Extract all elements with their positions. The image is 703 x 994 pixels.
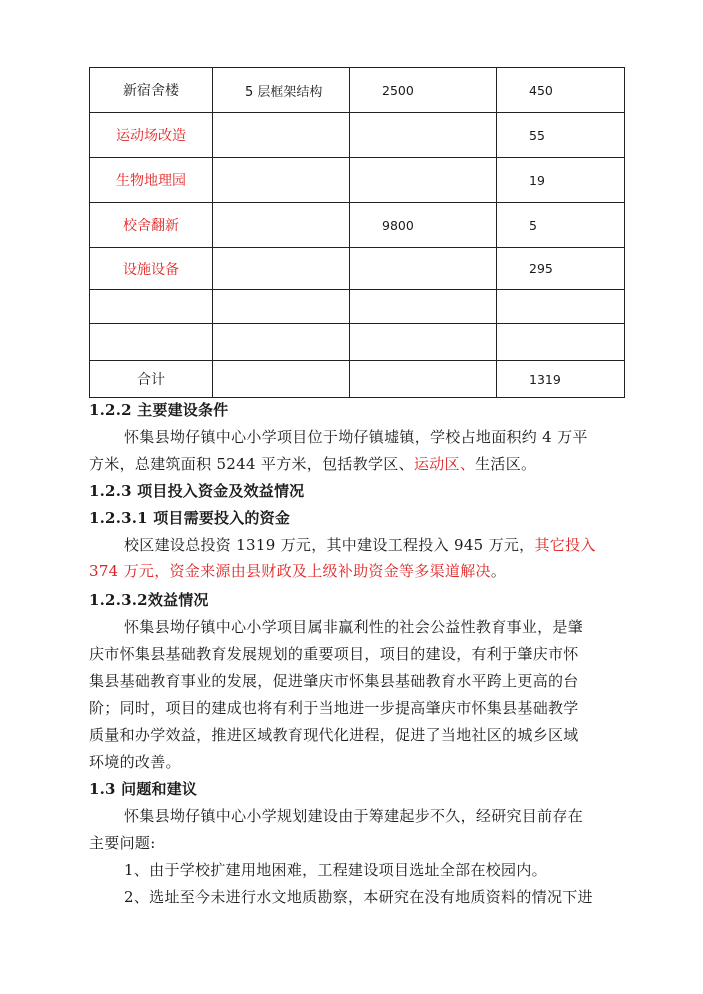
- section-heading-1-3: 1.3 问题和建议: [89, 780, 198, 798]
- paragraph-line: [89, 453, 629, 475]
- item-name-cell: 设施设备: [90, 248, 213, 290]
- section-heading-1-2-3: 1.2.3 项目投入资金及效益情况: [89, 482, 305, 500]
- paragraph-line: 怀集县坳仔镇中心小学规划建设由于筹建起步不久，经研究目前存在: [124, 807, 584, 825]
- paragraph-line: 庆市怀集县基础教育发展规划的重要项目，项目的建设，有利于肇庆市怀: [89, 645, 579, 663]
- table-row: [90, 248, 625, 290]
- structure-cell: [213, 324, 350, 361]
- paragraph-line: 阶；同时，项目的建成也将有利于当地进一步提高肇庆市怀集县基础教学: [89, 699, 579, 717]
- text-span: 校区建设总投资 1319 万元，其中建设工程投入 945 万元，: [124, 536, 535, 554]
- table-row: [90, 361, 625, 398]
- amount-cell: [497, 324, 625, 361]
- paragraph-line: 怀集县坳仔镇中心小学项目位于坳仔镇墟镇，学校占地面积约 4 万平: [124, 428, 588, 446]
- paragraph-line: 质量和办学效益，推进区域教育现代化进程，促进了当地社区的城乡区域: [89, 726, 579, 744]
- section-heading-1-2-2: 1.2.2 主要建设条件: [89, 401, 229, 419]
- table-row: [90, 290, 625, 324]
- paragraph-line: 环境的改善。: [89, 753, 181, 771]
- paragraph-line: [124, 534, 664, 556]
- highlighted-text: 其它投入: [534, 536, 596, 554]
- highlighted-text: 运动区、: [413, 455, 476, 473]
- item-name-cell: 合计: [90, 361, 213, 398]
- area-cell: [350, 324, 497, 361]
- structure-cell: [213, 290, 350, 324]
- budget-table: [89, 67, 625, 398]
- structure-cell: [213, 361, 350, 398]
- paragraph-line: 主要问题:: [89, 834, 156, 852]
- structure-cell: [213, 113, 350, 158]
- section-heading-1-2-3-1: 1.2.3.1 项目需要投入的资金: [89, 509, 291, 527]
- structure-cell: [213, 248, 350, 290]
- table-row: [90, 324, 625, 361]
- amount-cell: 295: [497, 248, 625, 290]
- amount-cell: [497, 290, 625, 324]
- structure-cell: [213, 203, 350, 248]
- item-name-cell: 新宿舍楼: [90, 68, 213, 113]
- structure-cell: [213, 158, 350, 203]
- text-span: 方米，总建筑面积 5244 平方米，包括教学区、: [89, 455, 414, 473]
- table-row: [90, 158, 625, 203]
- table-row: [90, 203, 625, 248]
- area-cell: [350, 158, 497, 203]
- amount-cell: 19: [497, 158, 625, 203]
- list-item: 1、由于学校扩建用地困难，工程建设项目选址全部在校园内。: [124, 861, 547, 879]
- amount-cell: 5: [497, 203, 625, 248]
- table-row: [90, 68, 625, 113]
- highlighted-text: 374 万元，资金来源由县财政及上级补助资金等多渠道解决: [89, 562, 491, 580]
- amount-cell: 1319: [497, 361, 625, 398]
- item-name-cell: [90, 290, 213, 324]
- list-item: 2、选址至今未进行水文地质勘察，本研究在没有地质资料的情况下进: [124, 888, 593, 906]
- area-cell: 9800: [350, 203, 497, 248]
- item-name-cell: [90, 324, 213, 361]
- amount-cell: 450: [497, 68, 625, 113]
- area-cell: [350, 113, 497, 158]
- table-row: [90, 113, 625, 158]
- structure-cell: 5 层框架结构: [213, 68, 350, 113]
- area-cell: [350, 290, 497, 324]
- item-name-cell: 校舍翻新: [90, 203, 213, 248]
- item-name-cell: 运动场改造: [90, 113, 213, 158]
- section-heading-1-2-3-2: 1.2.3.2效益情况: [89, 591, 209, 609]
- text-span: 。: [490, 562, 507, 580]
- paragraph-line: 集县基础教育事业的发展，促进肇庆市怀集县基础教育水平跨上更高的台: [89, 672, 579, 690]
- paragraph-line: [89, 560, 629, 582]
- item-name-cell: 生物地理园: [90, 158, 213, 203]
- area-cell: [350, 248, 497, 290]
- area-cell: 2500: [350, 68, 497, 113]
- paragraph-line: 怀集县坳仔镇中心小学项目属非赢利性的社会公益性教育事业，是肇: [124, 618, 584, 636]
- area-cell: [350, 361, 497, 398]
- text-span: 生活区。: [475, 455, 537, 473]
- amount-cell: 55: [497, 113, 625, 158]
